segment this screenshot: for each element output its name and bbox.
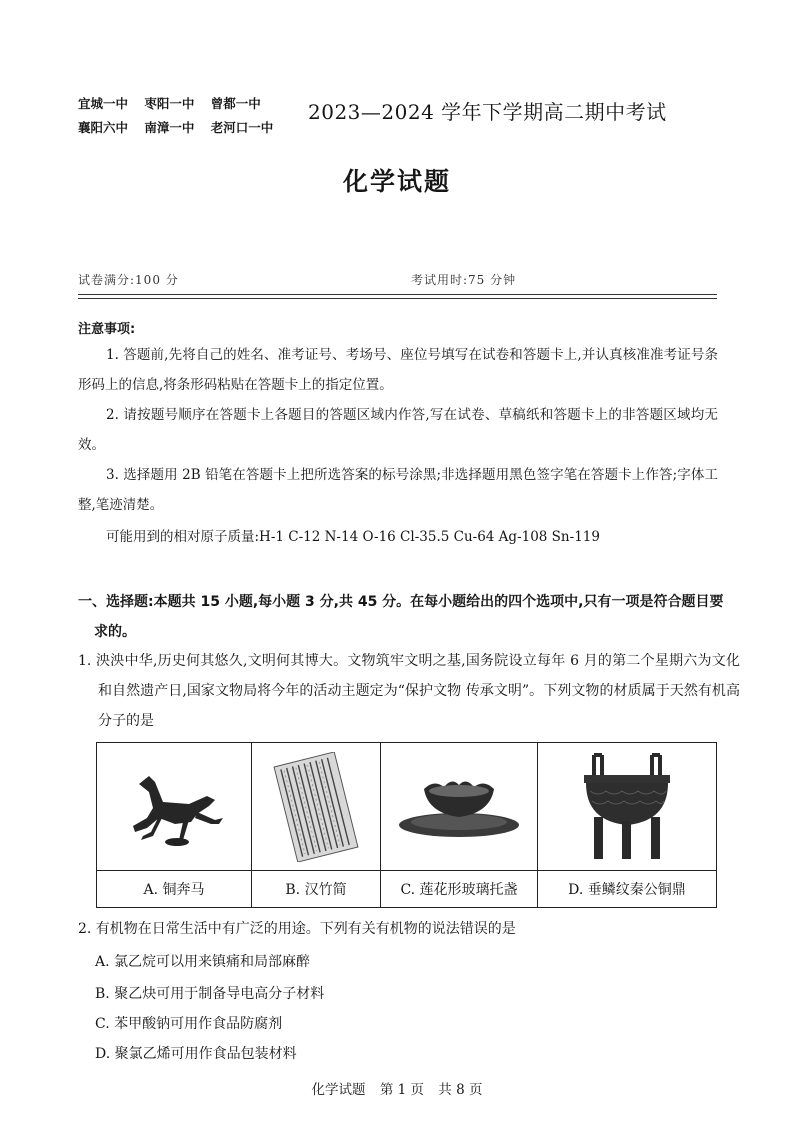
question-1-text: 1. 泱泱中华,历史何其悠久,文明何其博大。文物筑牢文明之基,国务院设立每年 6 月的第二个星期六为文化和自然遗产日,国家文物局将今年的活动主题定为“保护文物 传承文明”。下列文物的材质属于天然有机高分子的是	[78, 653, 740, 729]
footer-page-number: 第 1 页	[379, 1082, 424, 1098]
full-score: 试卷满分:100 分	[78, 273, 179, 287]
footer-subject: 化学试题	[311, 1082, 366, 1098]
notice-heading: 注意事项:	[78, 322, 136, 337]
school-name: 枣阳一中	[144, 96, 195, 111]
question-2-text: 2. 有机物在日常生活中有广泛的用途。下列有关有机物的说法错误的是	[78, 921, 516, 937]
school-name: 南漳一中	[144, 120, 195, 135]
bronze-galloping-horse-image	[97, 743, 251, 871]
school-name: 曾都一中	[210, 96, 261, 111]
option-b: B. 聚乙炔可用于制备导电高分子材料	[95, 986, 325, 1002]
option-a: A. 氯乙烷可以用来镇痛和局部麻醉	[95, 954, 311, 970]
school-row	[78, 116, 285, 140]
school-name: 宜城一中	[78, 96, 129, 111]
school-list	[78, 92, 285, 140]
option-d: D. 聚氯乙烯可用作食品包装材料	[95, 1046, 297, 1062]
subject-title: 化学试题	[342, 167, 451, 196]
school-name: 襄阳六中	[78, 120, 129, 135]
option-cell-c	[381, 743, 538, 907]
section-heading: 一、选择题:本题共 15 小题,每小题 3 分,共 45 分。在每小题给出的四个选项中,只有一项是符合题目要求的。	[78, 594, 724, 640]
relic-option-table	[96, 742, 717, 908]
notice-item: 1. 答题前,先将自己的姓名、准考证号、考场号、座位号填写在试卷和答题卡上,并认真核准准考证号条形码上的信息,将条形码粘贴在答题卡上的指定位置。	[78, 347, 718, 393]
lotus-glass-cup-image	[381, 743, 537, 871]
option-label: B. 汉竹简	[285, 882, 347, 898]
option-label: A. 铜奔马	[143, 882, 205, 898]
footer-total-pages: 共 8 页	[438, 1082, 483, 1098]
school-name: 老河口一中	[210, 120, 274, 135]
option-label: C. 莲花形玻璃托盏	[400, 882, 518, 898]
option-cell-a	[97, 743, 252, 907]
header-divider	[78, 294, 717, 295]
school-row	[78, 92, 285, 116]
option-c: C. 苯甲酸钠可用作食品防腐剂	[95, 1016, 283, 1032]
bronze-ding-vessel-image	[538, 743, 716, 871]
exam-duration: 考试用时:75 分钟	[411, 273, 517, 287]
bamboo-slips-image	[252, 743, 380, 871]
notice-item: 3. 选择题用 2B 铅笔在答题卡上把所选答案的标号涂黑;非选择题用黑色签字笔在答题卡上作答;字体工整,笔迹清楚。	[78, 467, 718, 513]
option-label: D. 垂鳞纹秦公铜鼎	[568, 882, 686, 898]
exam-title: 2023—2024 学年下学期高二期中考试	[308, 100, 667, 124]
page-footer	[0, 1078, 794, 1098]
notice-item: 2. 请按题号顺序在答题卡上各题目的答题区域内作答,写在试卷、草稿纸和答题卡上的非答题区域均无效。	[78, 407, 718, 453]
option-cell-d	[538, 743, 716, 907]
header-divider	[78, 298, 717, 299]
option-cell-b	[252, 743, 381, 907]
atomic-masses: 可能用到的相对原子质量:H-1 C-12 N-14 O-16 Cl-35.5 Cu-64 Ag-108 Sn-119	[106, 529, 600, 545]
